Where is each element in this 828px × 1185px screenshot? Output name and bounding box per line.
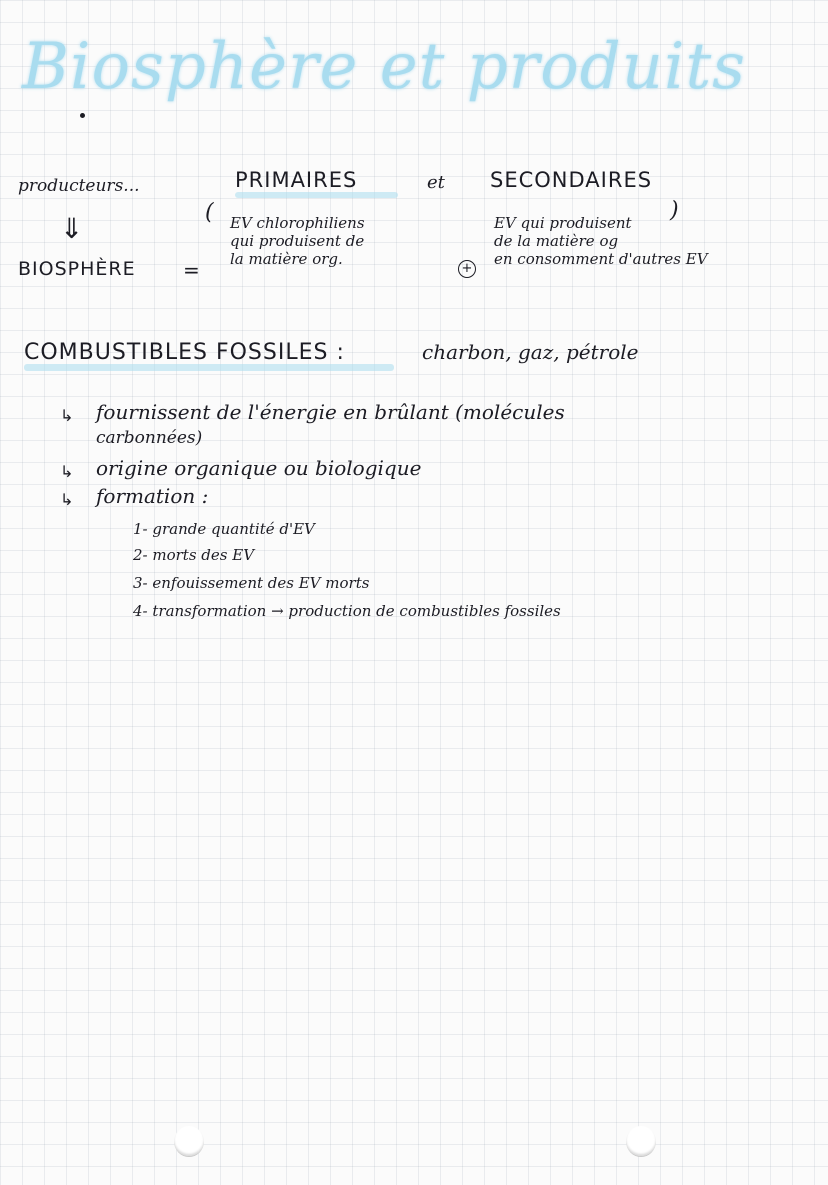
- secondary-desc-line: en consomment d'autres EV: [494, 250, 708, 268]
- secondary-desc-line: de la matière og: [494, 232, 619, 250]
- bullet-text: origine organique ou biologique: [96, 456, 422, 480]
- punch-hole: [174, 1126, 204, 1157]
- open-paren: (: [205, 200, 214, 225]
- fossils-examples: charbon, gaz, pétrole: [422, 340, 639, 364]
- bullet-text: fournissent de l'énergie en brûlant (molécules: [96, 400, 565, 424]
- bullet-arrow-icon: ↳: [60, 462, 74, 481]
- combustibles-highlight: [24, 364, 394, 371]
- primary-desc-line: la matière org.: [230, 250, 343, 268]
- close-paren: ): [670, 198, 679, 223]
- et-word: et: [427, 172, 445, 193]
- bullet-arrow-icon: ↳: [60, 490, 74, 509]
- secondary-desc-line: EV qui produisent: [494, 214, 632, 232]
- formation-step: 3- enfouissement des EV morts: [133, 574, 370, 592]
- primaires-highlight: [235, 192, 398, 198]
- primaires-heading: PRIMAIRES: [235, 168, 358, 192]
- bullet-text-continued: carbonnées): [96, 428, 203, 448]
- formation-step: 2- morts des EV: [133, 546, 255, 564]
- primary-desc-line: EV chlorophiliens: [230, 214, 365, 232]
- equals-sign: =: [183, 258, 200, 282]
- formation-step: 1- grande quantité d'EV: [133, 520, 315, 538]
- primary-desc-line: qui produisent de: [230, 232, 365, 250]
- page-title: Biosphère et produits: [22, 30, 746, 104]
- biosphere-label: BIOSPHÈRE: [18, 258, 136, 280]
- ink-dot: [80, 113, 85, 118]
- primary-description: [230, 214, 365, 268]
- plus-circle-icon: +: [458, 260, 476, 278]
- secondaires-heading: SECONDAIRES: [490, 168, 653, 192]
- bullet-arrow-icon: ↳: [60, 406, 74, 425]
- bullet-text: formation :: [96, 484, 209, 508]
- punch-hole: [626, 1126, 656, 1157]
- producers-label: producteurs...: [18, 176, 140, 196]
- fossils-heading: COMBUSTIBLES FOSSILES :: [24, 340, 345, 365]
- down-arrow-icon: ⇓: [60, 212, 84, 245]
- formation-step: 4- transformation → production de combustibles fossiles: [133, 602, 561, 620]
